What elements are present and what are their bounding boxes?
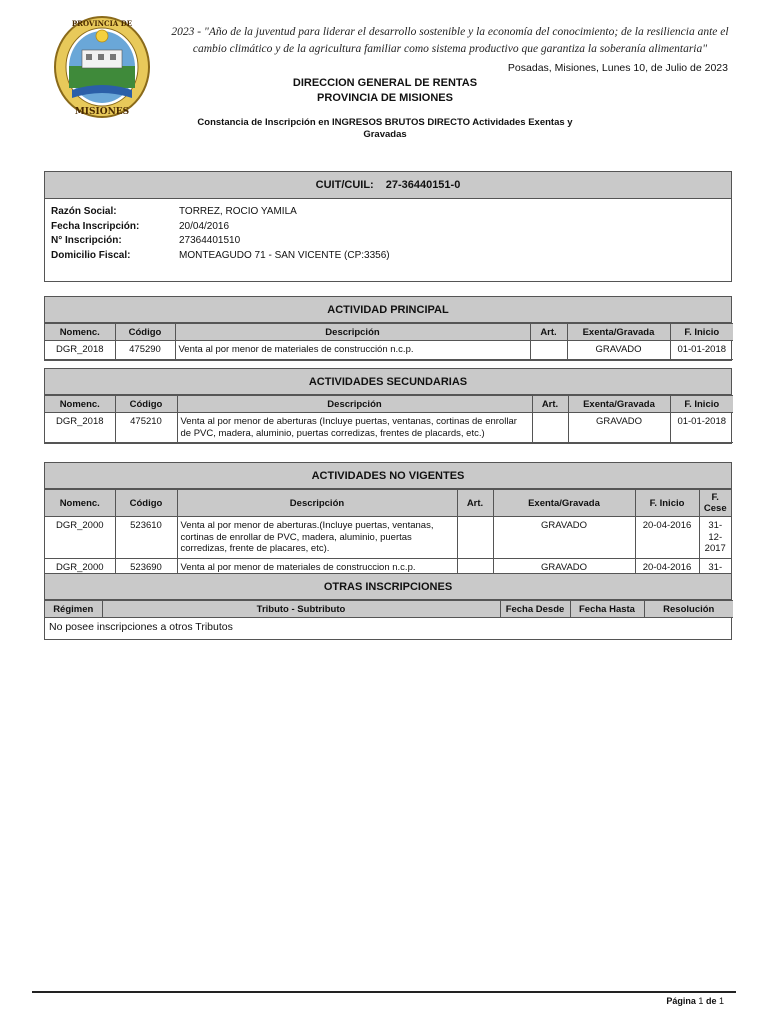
table-header-row	[45, 601, 733, 618]
cell-fecha-inicio: 01-01-2018	[670, 413, 733, 443]
actividades-secundarias-table	[45, 395, 733, 443]
footer-divider	[32, 991, 736, 993]
column-header: F. Inicio	[635, 490, 699, 517]
year-motto: 2023 - "Año de la juventud para liderar el desarrollo sostenible y la economía del conocimiento; de la resiliencia ante el cambio climático y de la agricultura familiar como sistema productivo que garantiza la soberanía alimentaria"	[171, 26, 729, 55]
cell-exenta-gravada: GRAVADO	[567, 341, 670, 360]
table-row	[45, 341, 733, 360]
taxpayer-box	[44, 171, 732, 282]
table-row	[45, 413, 733, 443]
cell-descripcion: Venta al por menor de materiales de construccion n.c.p.	[177, 558, 457, 600]
cell-nomenc: DGR_2018	[45, 341, 115, 360]
cell-descripcion: Venta al por menor de aberturas.(Incluye puertas, ventanas, cortinas de enrollar de PVC, madera, aluminio, puertas corredizas, frente de placares, etc).	[177, 517, 457, 559]
field-label: N° Inscripción:	[51, 235, 122, 246]
cell-fecha-inicio: 20-04-2016	[635, 517, 699, 559]
column-header: Tributo - Subtributo	[102, 601, 500, 618]
column-header: Art.	[530, 324, 567, 341]
column-header: Fecha Hasta	[570, 601, 644, 618]
info-row-numero-inscripcion	[51, 234, 725, 249]
page-number	[666, 996, 724, 1006]
section-title: ACTIVIDADES SECUNDARIAS	[45, 369, 731, 395]
column-header: Exenta/Gravada	[567, 324, 670, 341]
page-total: 1	[718, 996, 724, 1006]
cell-descripcion: Venta al por menor de materiales de construcción n.c.p.	[175, 341, 530, 360]
org-line-1: DIRECCION GENERAL DE RENTAS	[292, 77, 478, 89]
actividad-principal-table	[45, 323, 733, 360]
column-header: Art.	[532, 396, 568, 413]
column-header: Art.	[457, 490, 493, 517]
table-header-row	[45, 490, 731, 517]
cell-art	[457, 517, 493, 559]
column-header: Nomenc.	[45, 396, 115, 413]
cell-art	[532, 413, 568, 443]
cell-nomenc: DGR_2000	[45, 517, 115, 559]
cell-exenta-gravada: GRAVADO	[493, 517, 635, 559]
cell-art	[530, 341, 567, 360]
page-of: de	[705, 996, 717, 1006]
org-line-2: PROVINCIA DE MISIONES	[317, 92, 453, 104]
cell-fecha-cese: 31-12-2017	[699, 517, 731, 559]
empty-message: No posee inscripciones a otros Tributos	[49, 621, 233, 633]
column-header: Código	[115, 324, 175, 341]
province-seal	[52, 14, 152, 120]
field-value: MONTEAGUDO 71 - SAN VICENTE (CP:3356)	[179, 249, 390, 261]
cuit-value: 27-36440151-0	[385, 179, 461, 191]
cuit-header	[45, 172, 731, 199]
cuit-label: CUIT/CUIL:	[315, 179, 374, 191]
field-value: 27364401510	[179, 235, 241, 246]
cell-exenta-gravada: GRAVADO	[493, 558, 635, 600]
cell-exenta-gravada: GRAVADO	[568, 413, 670, 443]
cell-descripcion: Venta al por menor de aberturas (Incluye puertas, ventanas, cortinas de enrollar de PVC, madera, aluminio, puertas corredizas, frentes de placards, etc.)	[177, 413, 532, 443]
table-row	[45, 517, 731, 559]
column-header: Código	[115, 396, 177, 413]
page-current: 1	[698, 996, 704, 1006]
table-header-row	[45, 324, 733, 341]
column-header: Resolución	[644, 601, 733, 618]
column-header: F. Inicio	[670, 396, 733, 413]
place-date: Posadas, Misiones, Lunes 10, de Julio de 2023	[507, 62, 728, 74]
column-header: Nomenc.	[45, 324, 115, 341]
column-header: Fecha Desde	[500, 601, 570, 618]
svg-text:PROVINCIA DE: PROVINCIA DE	[71, 19, 133, 28]
column-header: Nomenc.	[45, 490, 115, 517]
column-header: Descripción	[177, 396, 532, 413]
section-title: OTRAS INSCRIPCIONES	[45, 574, 731, 600]
field-label: Fecha Inscripción:	[51, 220, 140, 232]
otras-inscripciones-box	[44, 573, 732, 640]
field-label: Razón Social:	[51, 206, 117, 217]
column-header: F. Cese	[699, 490, 731, 517]
column-header: Descripción	[175, 324, 530, 341]
page-label: Página	[666, 996, 696, 1006]
organization-title	[240, 76, 530, 106]
field-value: TORREZ, ROCIO YAMILA	[179, 206, 297, 217]
column-header: Exenta/Gravada	[493, 490, 635, 517]
column-header: F. Inicio	[670, 324, 733, 341]
cell-codigo: 475210	[115, 413, 177, 443]
column-header: Descripción	[177, 490, 457, 517]
cell-fecha-inicio: 01-01-2018	[670, 341, 733, 360]
cell-nomenc: DGR_2018	[45, 413, 115, 443]
column-header: Código	[115, 490, 177, 517]
cell-codigo: 523610	[115, 517, 177, 559]
document-title: Constancia de Inscripción en INGRESOS BRUTOS DIRECTO Actividades Exentas y Gravadas	[197, 117, 573, 140]
otras-inscripciones-table	[45, 600, 733, 618]
cell-nomenc: DGR_2000	[45, 558, 115, 600]
table-header-row	[45, 396, 733, 413]
info-row-fecha-inscripcion	[51, 220, 725, 235]
svg-text:MISIONES: MISIONES	[74, 107, 130, 117]
cell-codigo: 523690	[115, 558, 177, 600]
actividades-secundarias-box	[44, 368, 732, 444]
column-header: Exenta/Gravada	[568, 396, 670, 413]
info-row-razon-social	[51, 205, 725, 220]
cell-codigo: 475290	[115, 341, 175, 360]
info-row-domicilio-fiscal	[51, 249, 725, 264]
section-title: ACTIVIDADES NO VIGENTES	[45, 463, 731, 489]
taxpayer-info	[45, 199, 731, 269]
section-title: ACTIVIDAD PRINCIPAL	[45, 297, 731, 323]
actividad-principal-box	[44, 296, 732, 361]
column-header: Régimen	[45, 601, 102, 618]
cell-fecha-cese: 31-	[699, 558, 731, 600]
cell-fecha-inicio: 20-04-2016	[635, 558, 699, 600]
field-value: 20/04/2016	[179, 220, 230, 232]
field-label: Domicilio Fiscal:	[51, 249, 131, 261]
